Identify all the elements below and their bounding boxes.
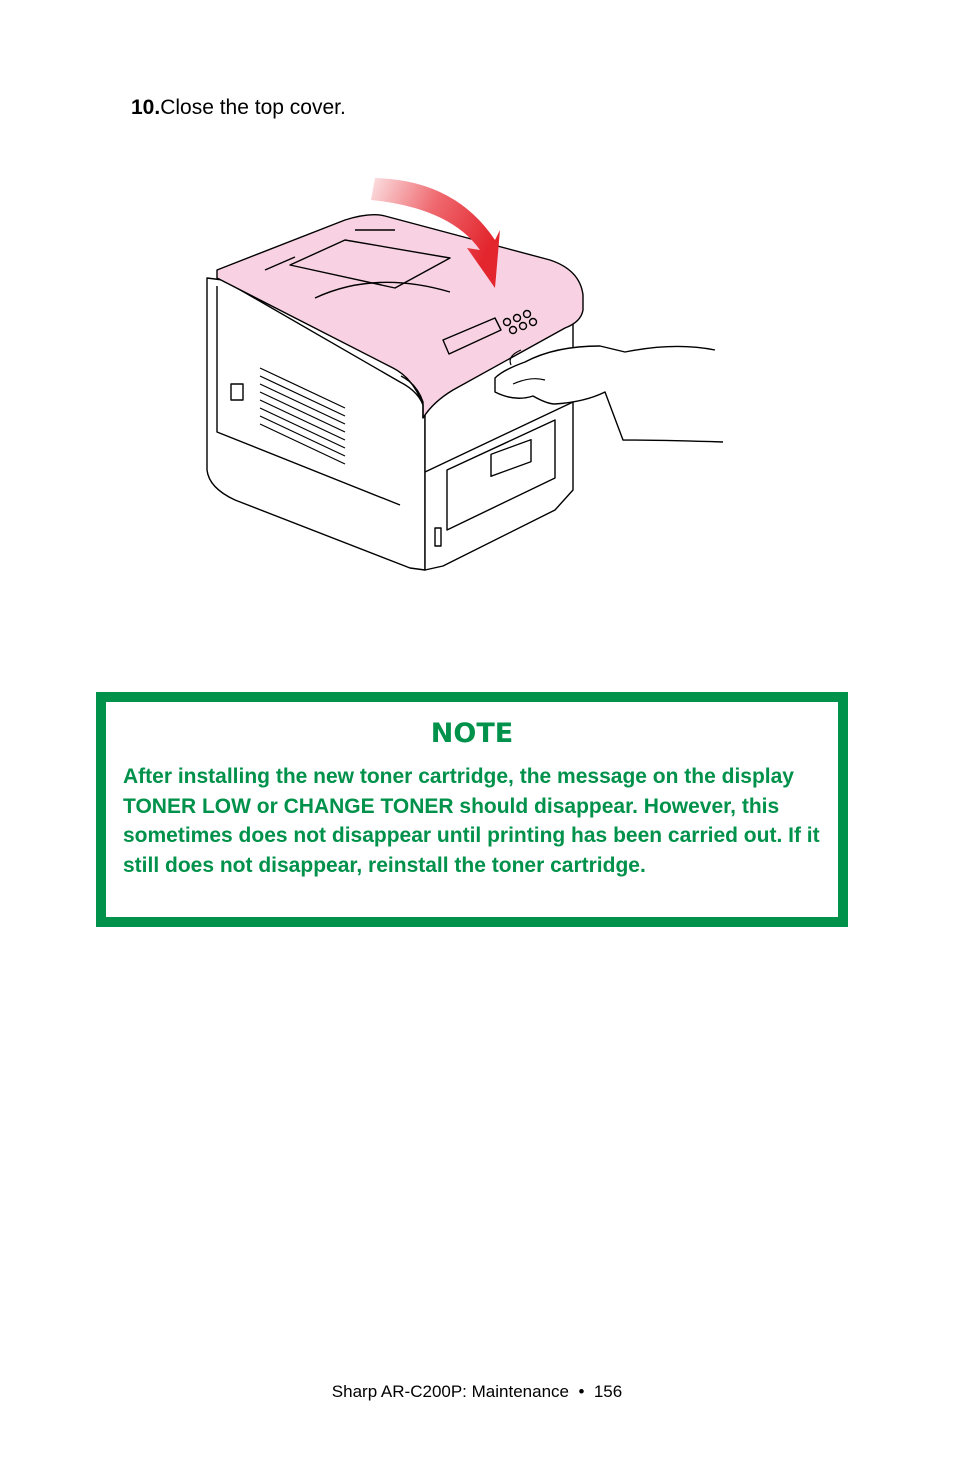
page-footer <box>0 1382 954 1402</box>
step-instruction <box>131 94 346 122</box>
note-box <box>96 692 848 927</box>
printer-illustration <box>195 170 735 580</box>
footer-page-number: 156 <box>593 1382 623 1401</box>
step-text: Close the top cover. <box>160 96 346 119</box>
footer-doc-title: Sharp AR-C200P: Maintenance <box>331 1382 569 1401</box>
note-body: After installing the new toner cartridge, the message on the display TONER LOW or CHANGE TONER should disappear. However, this sometimes does not disappear until printing has been carried out. If it still does not disappear, reinstall the toner cartridge. <box>123 765 820 877</box>
note-title: NOTE <box>430 718 514 749</box>
footer-separator: • <box>578 1382 585 1401</box>
step-number: 10. <box>131 96 161 119</box>
